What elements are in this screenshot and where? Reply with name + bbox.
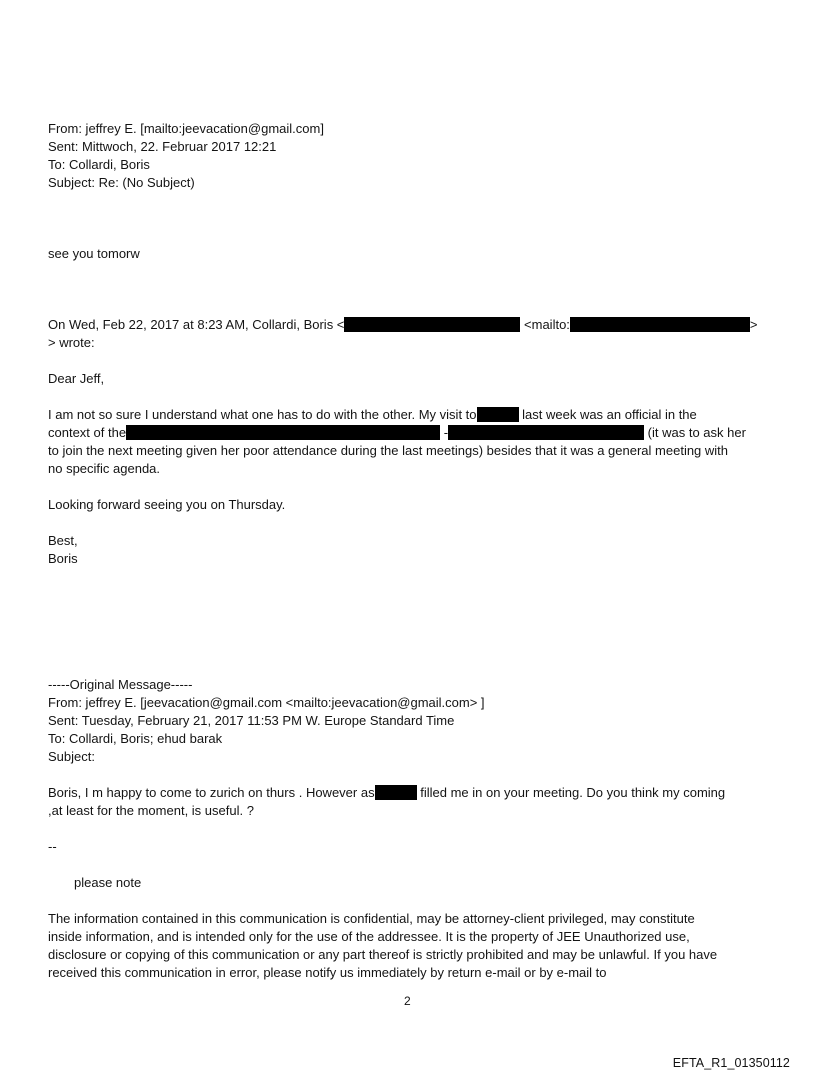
- greeting: Dear Jeff,: [48, 371, 105, 386]
- header-sent: Sent: Mittwoch, 22. Februar 2017 12:21: [48, 139, 277, 154]
- please-note: please note: [74, 875, 142, 890]
- quote-intro-text: On Wed, Feb 22, 2017 at 8:23 AM, Collardi, Boris <: [48, 317, 345, 332]
- paragraph-text: (it was to ask her: [647, 425, 746, 440]
- disclaimer-line: inside information, and is intended only for the use of the addressee. It is the property of JEE Unauthorized use,: [48, 929, 690, 944]
- closing: Best,: [48, 533, 78, 548]
- original-message-line: [48, 784, 725, 802]
- original-to: To: Collardi, Boris; ehud barak: [48, 731, 223, 746]
- header-from: From: jeffrey E. [mailto:jeevacation@gmail.com]: [48, 121, 324, 136]
- original-subject: Subject:: [48, 749, 95, 764]
- redaction-box: [126, 425, 440, 440]
- redaction-box: [375, 785, 417, 800]
- paragraph-text: -: [443, 425, 449, 440]
- message-text: filled me in on your meeting. Do you think my coming: [420, 785, 726, 800]
- quote-wrote: > wrote:: [48, 335, 95, 350]
- paragraph-line: [48, 406, 697, 424]
- disclaimer-line: The information contained in this communication is confidential, may be attorney-client privileged, may constitute: [48, 911, 695, 926]
- redaction-box: [477, 407, 519, 422]
- quote-intro: [48, 316, 758, 334]
- original-message-line: ,at least for the moment, is useful. ?: [48, 803, 254, 818]
- disclaimer-line: disclosure or copying of this communication or any part thereof is strictly prohibited and may be unlawful. If you have: [48, 947, 718, 962]
- original-from: From: jeffrey E. [jeevacation@gmail.com <mailto:jeevacation@gmail.com> ]: [48, 695, 485, 710]
- disclaimer-line: received this communication in error, please notify us immediately by return e-mail or by e-mail to: [48, 965, 607, 980]
- paragraph-text: I am not so sure I understand what one has to do with the other. My visit to: [48, 407, 477, 422]
- signature: Boris: [48, 551, 78, 566]
- reply-text: see you tomorw: [48, 246, 140, 261]
- paragraph-line: [48, 424, 746, 442]
- document-id: EFTA_R1_01350112: [672, 1056, 790, 1070]
- original-sent: Sent: Tuesday, February 21, 2017 11:53 PM W. Europe Standard Time: [48, 713, 455, 728]
- signature-separator: --: [48, 839, 57, 854]
- paragraph-line: no specific agenda.: [48, 461, 161, 476]
- paragraph-text: last week was an official in the: [522, 407, 697, 422]
- paragraph-line: to join the next meeting given her poor attendance during the last meetings) besides that it was a general meeting with: [48, 443, 729, 458]
- header-subject: Subject: Re: (No Subject): [48, 175, 195, 190]
- header-to: To: Collardi, Boris: [48, 157, 150, 172]
- original-message-separator: -----Original Message-----: [48, 677, 193, 692]
- message-text: Boris, I m happy to come to zurich on thurs . However as: [48, 785, 375, 800]
- redaction-box: [570, 317, 750, 332]
- paragraph-text: context of the: [48, 425, 127, 440]
- redaction-box: [344, 317, 520, 332]
- redaction-box: [448, 425, 644, 440]
- mailto-label: <mailto:: [524, 317, 570, 332]
- paragraph-line: Looking forward seeing you on Thursday.: [48, 497, 286, 512]
- page-number: 2: [404, 994, 411, 1008]
- quote-intro-end: >: [749, 317, 758, 332]
